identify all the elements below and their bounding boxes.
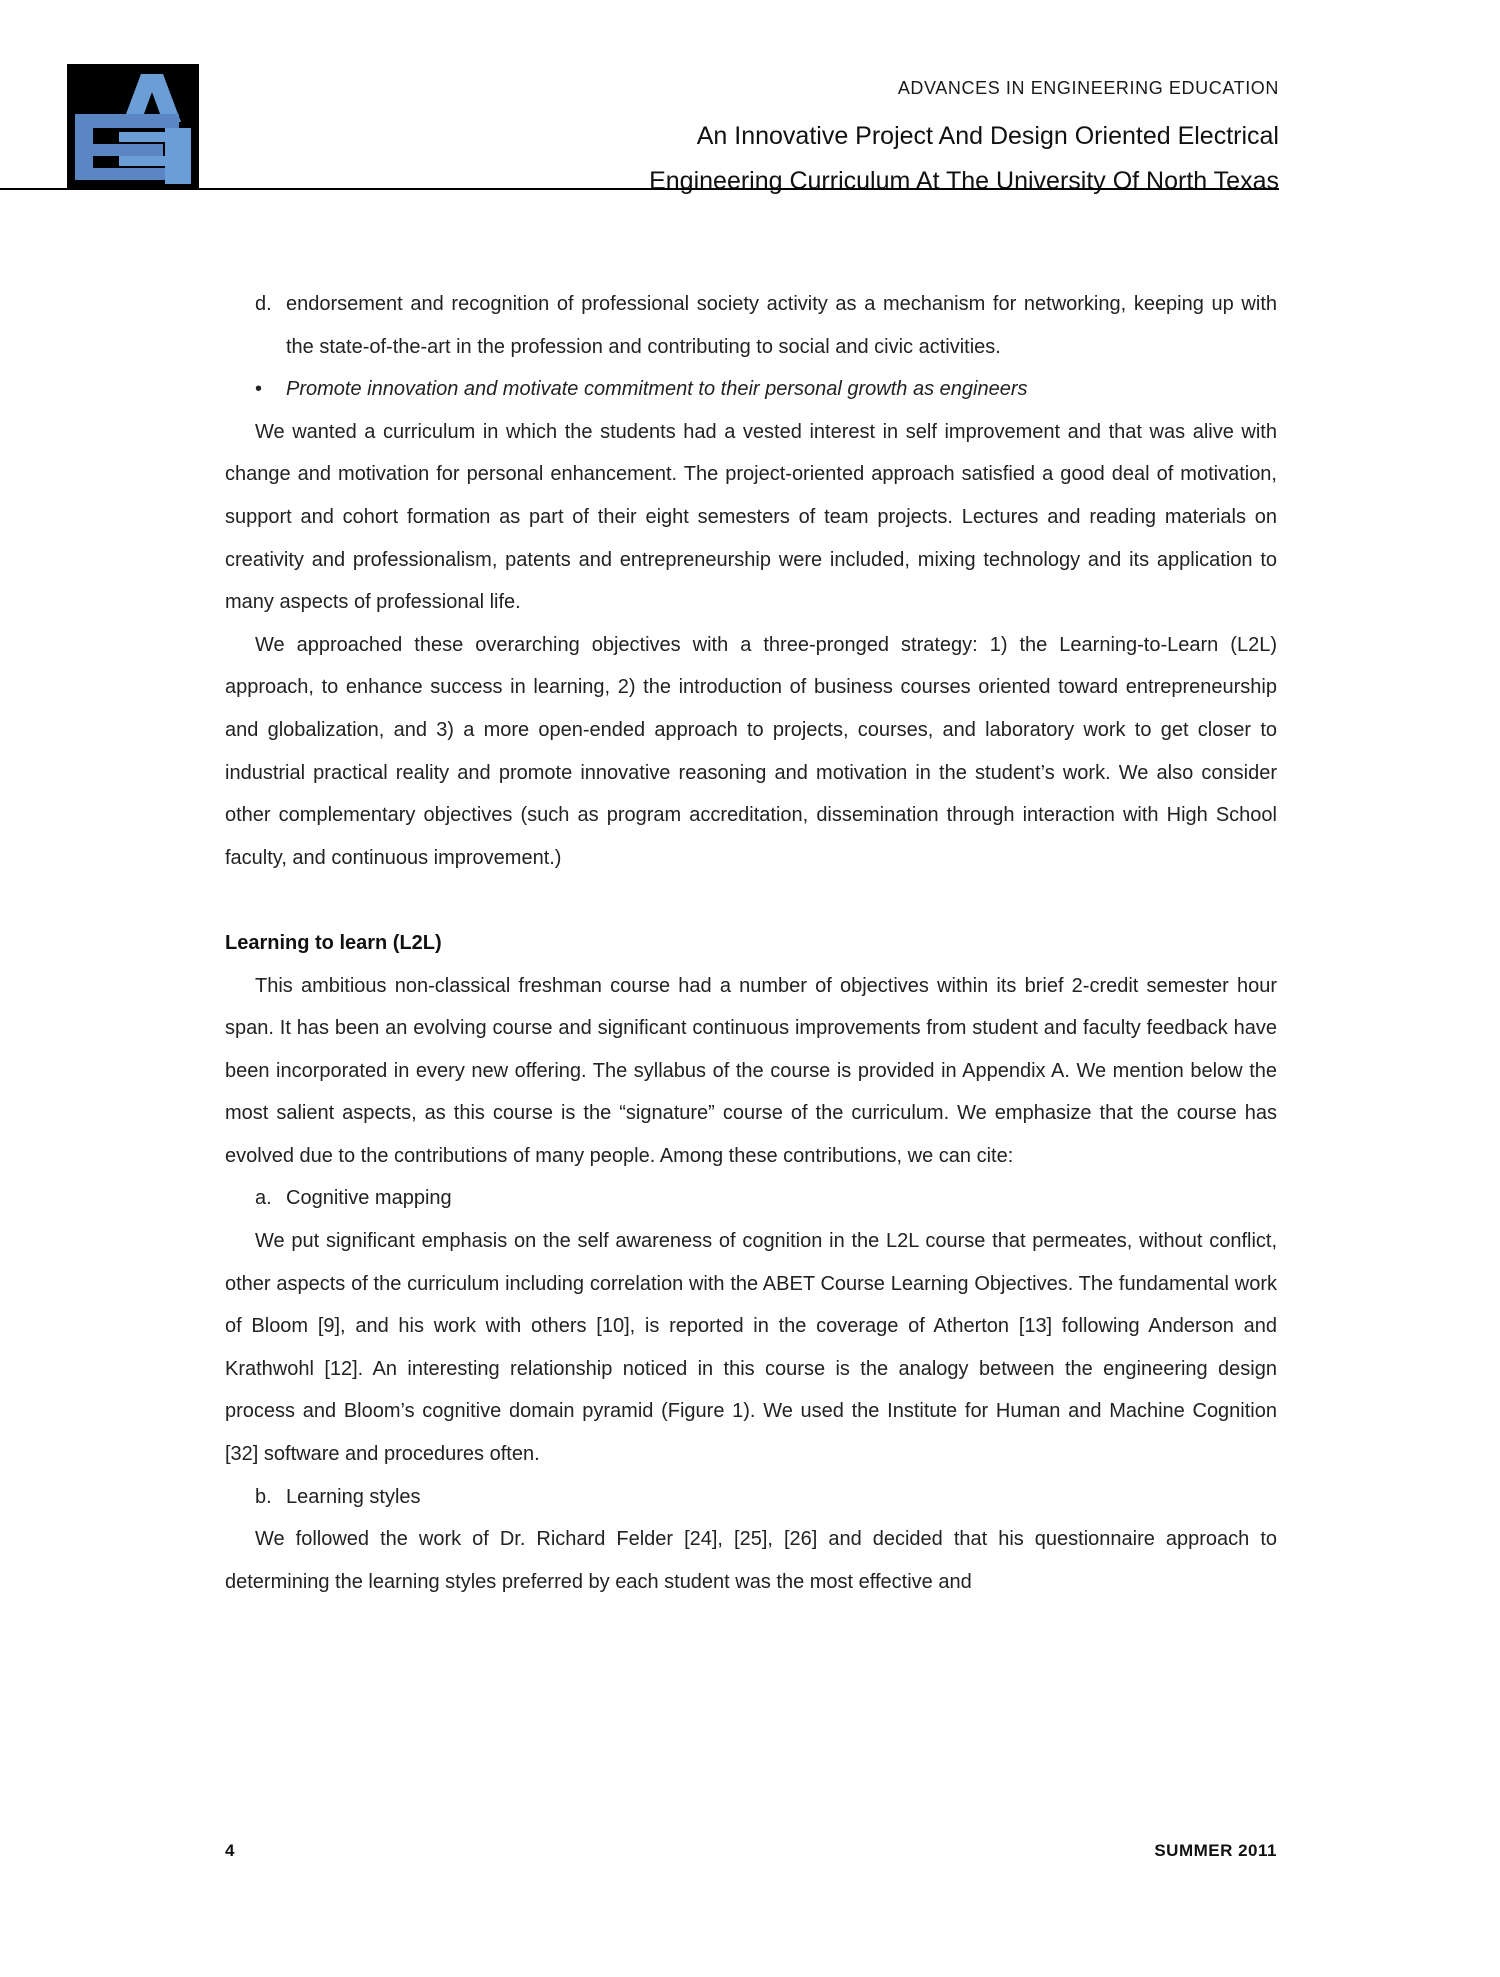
list-item-d [255,283,1277,368]
list-item-text: endorsement and recognition of professional society activity as a mechanism for networking, keeping up with the state-of-the-art in the profession and contributing to social and civic activities. [286,293,1277,358]
page-number: 4 [225,1841,235,1860]
article-title-line-2: Engineering Curriculum At The University Of North Texas [649,167,1279,195]
list-item-b [255,1476,1277,1519]
list-item-text: Learning styles [286,1485,421,1508]
section-heading: Learning to learn (L2L) [225,931,442,954]
header-rule [0,188,1279,190]
list-item-a [255,1177,1277,1220]
paragraph: This ambitious non-classical freshman course had a number of objectives within its brief 2-credit semester hour span. It has been an evolving course and significant continuous improvements from student and faculty feedback have been incorporated in every new offering. The syllabus of the course is provided in Appendix A. We mention below the most salient aspects, as this course is the “signature” course of the curriculum. We emphasize that the course has evolved due to the contributions of many people. Among these contributions, we can cite: [225,974,1277,1167]
list-item-text: Cognitive mapping [286,1187,452,1210]
list-marker: d. [255,293,272,315]
bullet-item [255,368,1277,411]
paragraph: We approached these overarching objectives with a three-pronged strategy: 1) the Learning-to-Learn (L2L) approach, to enhance success in learning, 2) the introduction of business courses oriented toward entrepreneurship and globalization, and 3) a more open-ended approach to projects, courses, and laboratory work to get closer to industrial practical reality and promote innovative reasoning and motivation in the student’s work. We also consider other complementary objectives (such as program accreditation, dissemination through interaction with High School faculty, and continuous improvement.) [225,633,1277,869]
aee-logo-icon [67,64,199,188]
article-body [225,283,1277,1603]
paragraph: We put significant emphasis on the self awareness of cognition in the L2L course that permeates, without conflict, other aspects of the curriculum including correlation with the ABET Course Learning Objectives. The fundamental work of Bloom [9], and his work with others [10], is reported in the coverage of Atherton [13] following Anderson and Krathwohl [12]. An interesting relationship noticed in this course is the analogy between the engineering design process and Bloom’s cognitive domain pyramid (Figure 1). We used the Institute for Human and Machine Cognition [32] software and procedures often. [225,1230,1277,1466]
paragraph: We wanted a curriculum in which the students had a vested interest in self improvement and that was alive with change and motivation for personal enhancement. The project-oriented approach satisfied a good deal of motivation, support and cohort formation as part of their eight semesters of team projects. Lectures and reading materials on creativity and professionalism, patents and entrepreneurship were included, mixing technology and its application to many aspects of professional life. [225,420,1277,614]
journal-name: ADVANCES IN ENGINEERING EDUCATION [897,78,1279,98]
paragraph: We followed the work of Dr. Richard Felder [24], [25], [26] and decided that his questionnaire approach to determining the learning styles preferred by each student was the most effective and [225,1528,1277,1593]
list-marker: a. [255,1187,272,1210]
article-title [649,114,1279,204]
article-title-line-1: An Innovative Project And Design Oriented Electrical [696,122,1279,150]
list-marker: b. [255,1485,272,1508]
journal-logo [67,64,199,188]
issue-season: SUMMER 2011 [1154,1841,1277,1860]
bullet-text: Promote innovation and motivate commitment to their personal growth as engineers [286,378,1028,401]
bullet-icon: • [255,378,263,401]
